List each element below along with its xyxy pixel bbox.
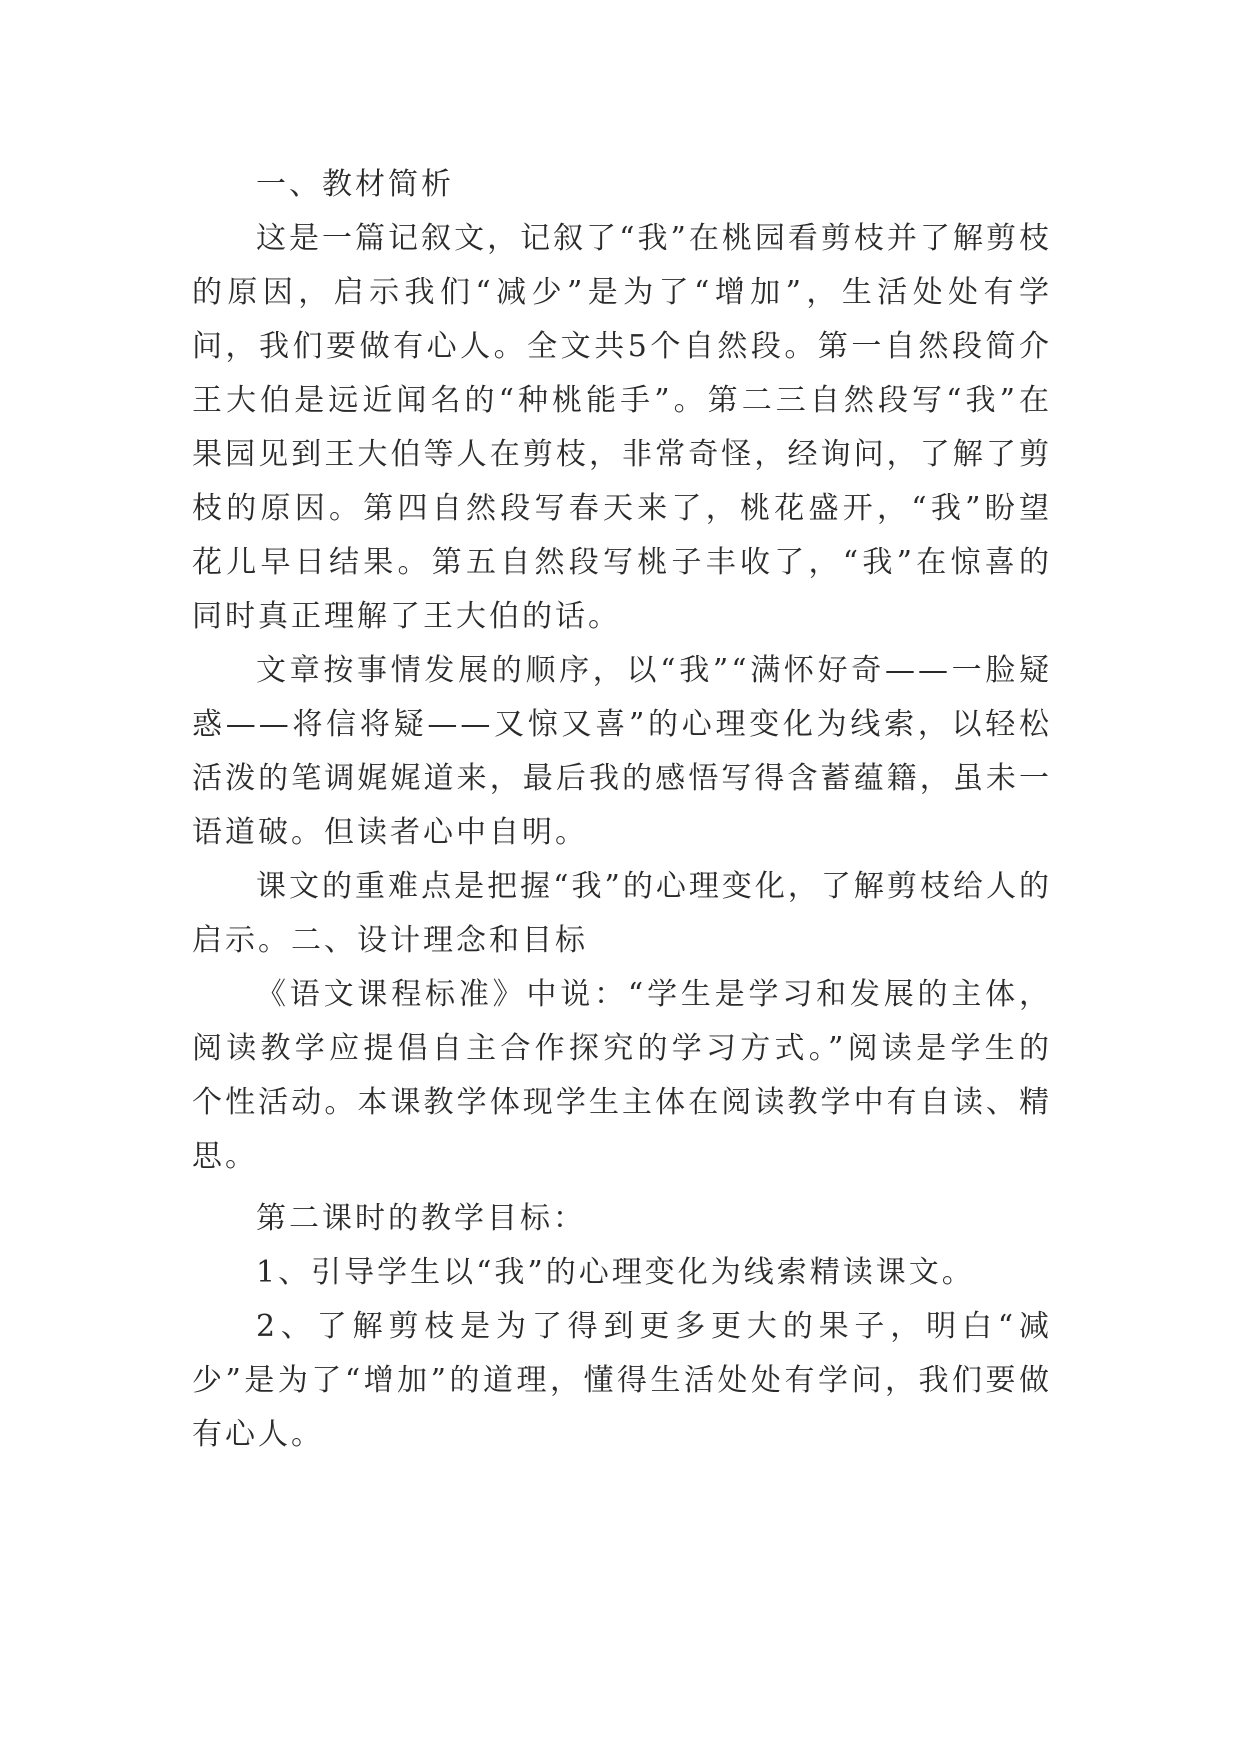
section-heading-textbook-analysis: 一、教材简析: [256, 167, 454, 202]
paragraph-key-points: 课文的重难点是把握“我”的心理变化，了解剪枝给人的启示。二、设计理念和目标: [192, 869, 1052, 958]
list-item-objective-2: 2、了解剪枝是为了得到更多更大的果子，明白“减少”是为了“增加”的道理，懂得生活处处有学问，我们要做有心人。: [192, 1309, 1052, 1452]
document-body: [192, 158, 1052, 1462]
list-item-objective-1: 1、引导学生以“我”的心理变化为线索精读课文。: [256, 1255, 975, 1290]
paragraph-structure: 文章按事情发展的顺序，以“我”“满怀好奇——一脸疑惑——将信将疑——又惊又喜”的心理变化为线索，以轻松活泼的笔调娓娓道来，最后我的感悟写得含蓄蕴籍，虽未一语道破。但读者心中自明。: [192, 653, 1052, 850]
paragraph-objectives-heading: 第二课时的教学目标：: [256, 1201, 586, 1236]
paragraph-curriculum-standard: 《语文课程标准》中说：“学生是学习和发展的主体，阅读教学应提倡自主合作探究的学习方式。”阅读是学生的个性活动。本课教学体现学生主体在阅读教学中有自读、精思。: [192, 977, 1052, 1174]
paragraph-overview: 这是一篇记叙文，记叙了“我”在桃园看剪枝并了解剪枝的原因，启示我们“减少”是为了“增加”，生活处处有学问，我们要做有心人。全文共5个自然段。第一自然段简介王大伯是远近闻名的“种桃能手”。第二三自然段写“我”在果园见到王大伯等人在剪枝，非常奇怪，经询问，了解了剪枝的原因。第四自然段写春天来了，桃花盛开，“我”盼望花儿早日结果。第五自然段写桃子丰收了，“我”在惊喜的同时真正理解了王大伯的话。: [192, 221, 1052, 634]
